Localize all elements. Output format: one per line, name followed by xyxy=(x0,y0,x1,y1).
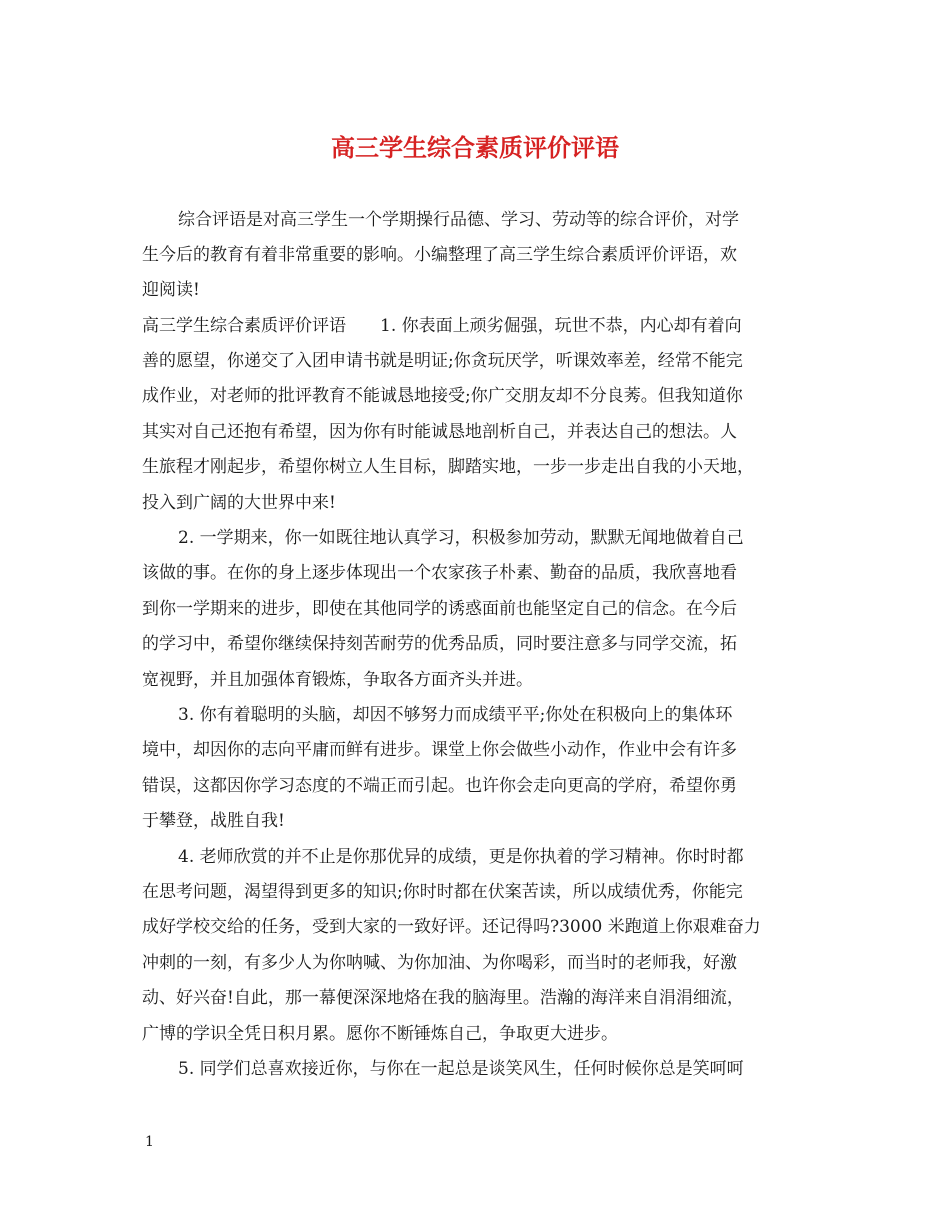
body-line: 4. 老师欣赏的并不止是你那优异的成绩，更是你执着的学习精神。你时时都 xyxy=(178,847,744,867)
body-line: 到你一学期来的进步，即使在其他同学的诱惑面前也能坚定自己的信念。在今后 xyxy=(142,599,737,619)
body-line: 2. 一学期来，你一如既往地认真学习，积极参加劳动，默默无闻地做着自己 xyxy=(178,528,744,548)
body-line: 生旅程才刚起步，希望你树立人生目标，脚踏实地，一步一步走出自我的小天地， xyxy=(142,457,754,477)
document-title: 高三学生综合素质评价评语 xyxy=(331,133,619,162)
page-number: 1 xyxy=(145,1134,154,1150)
body-line: 生今后的教育有着非常重要的影响。小编整理了高三学生综合素质评价评语，欢 xyxy=(142,245,737,265)
body-line: 投入到广阔的大世界中来! xyxy=(142,493,336,513)
body-line: 宽视野，并且加强体育锻炼，争取各方面齐头并进。 xyxy=(142,670,533,690)
body-line: 综合评语是对高三学生一个学期操行品德、学习、劳动等的综合评价，对学 xyxy=(178,210,739,230)
body-line: 3. 你有着聪明的头脑，却因不够努力而成绩平平;你处在积极向上的集体环 xyxy=(178,705,733,725)
body-line: 成作业，对老师的批评教育不能诚恳地接受;你广交朋友却不分良莠。但我知道你 xyxy=(142,386,743,406)
body-line: 于攀登，战胜自我! xyxy=(142,811,285,831)
body-line: 5. 同学们总喜欢接近你，与你在一起总是谈笑风生，任何时候你总是笑呵呵 xyxy=(178,1059,744,1079)
body-line: 动、好兴奋!自此，那一幕便深深地烙在我的脑海里。浩瀚的海洋来自涓涓细流， xyxy=(142,988,744,1008)
body-line: 其实对自己还抱有希望，因为你有时能诚恳地剖析自己，并表达自己的想法。人 xyxy=(142,422,737,442)
body-line: 成好学校交给的任务，受到大家的一致好评。还记得吗?3000 米跑道上你艰难奋力 xyxy=(142,917,761,937)
body-line: 该做的事。在你的身上逐步体现出一个农家孩子朴素、勤奋的品质，我欣喜地看 xyxy=(142,563,737,583)
body-line: 高三学生综合素质评价评语 1. 你表面上顽劣倔强，玩世不恭，内心却有着向 xyxy=(142,316,742,336)
body-line: 广博的学识全凭日积月累。愿你不断锤炼自己，争取更大进步。 xyxy=(142,1024,618,1044)
body-line: 在思考问题，渴望得到更多的知识;你时时都在伏案苦读，所以成绩优秀，你能完 xyxy=(142,882,743,902)
body-line: 迎阅读! xyxy=(142,280,200,300)
body-line: 善的愿望，你递交了入团申请书就是明证;你贪玩厌学，听课效率差，经常不能完 xyxy=(142,351,743,371)
body-line: 的学习中，希望你继续保持刻苦耐劳的优秀品质，同时要注意多与同学交流，拓 xyxy=(142,634,737,654)
body-line: 境中，却因你的志向平庸而鲜有进步。课堂上你会做些小动作，作业中会有许多 xyxy=(142,740,737,760)
body-line: 错误，这都因你学习态度的不端正而引起。也许你会走向更高的学府，希望你勇 xyxy=(142,776,737,796)
body-line: 冲刺的一刻，有多少人为你呐喊、为你加油、为你喝彩，而当时的老师我，好激 xyxy=(142,953,737,973)
